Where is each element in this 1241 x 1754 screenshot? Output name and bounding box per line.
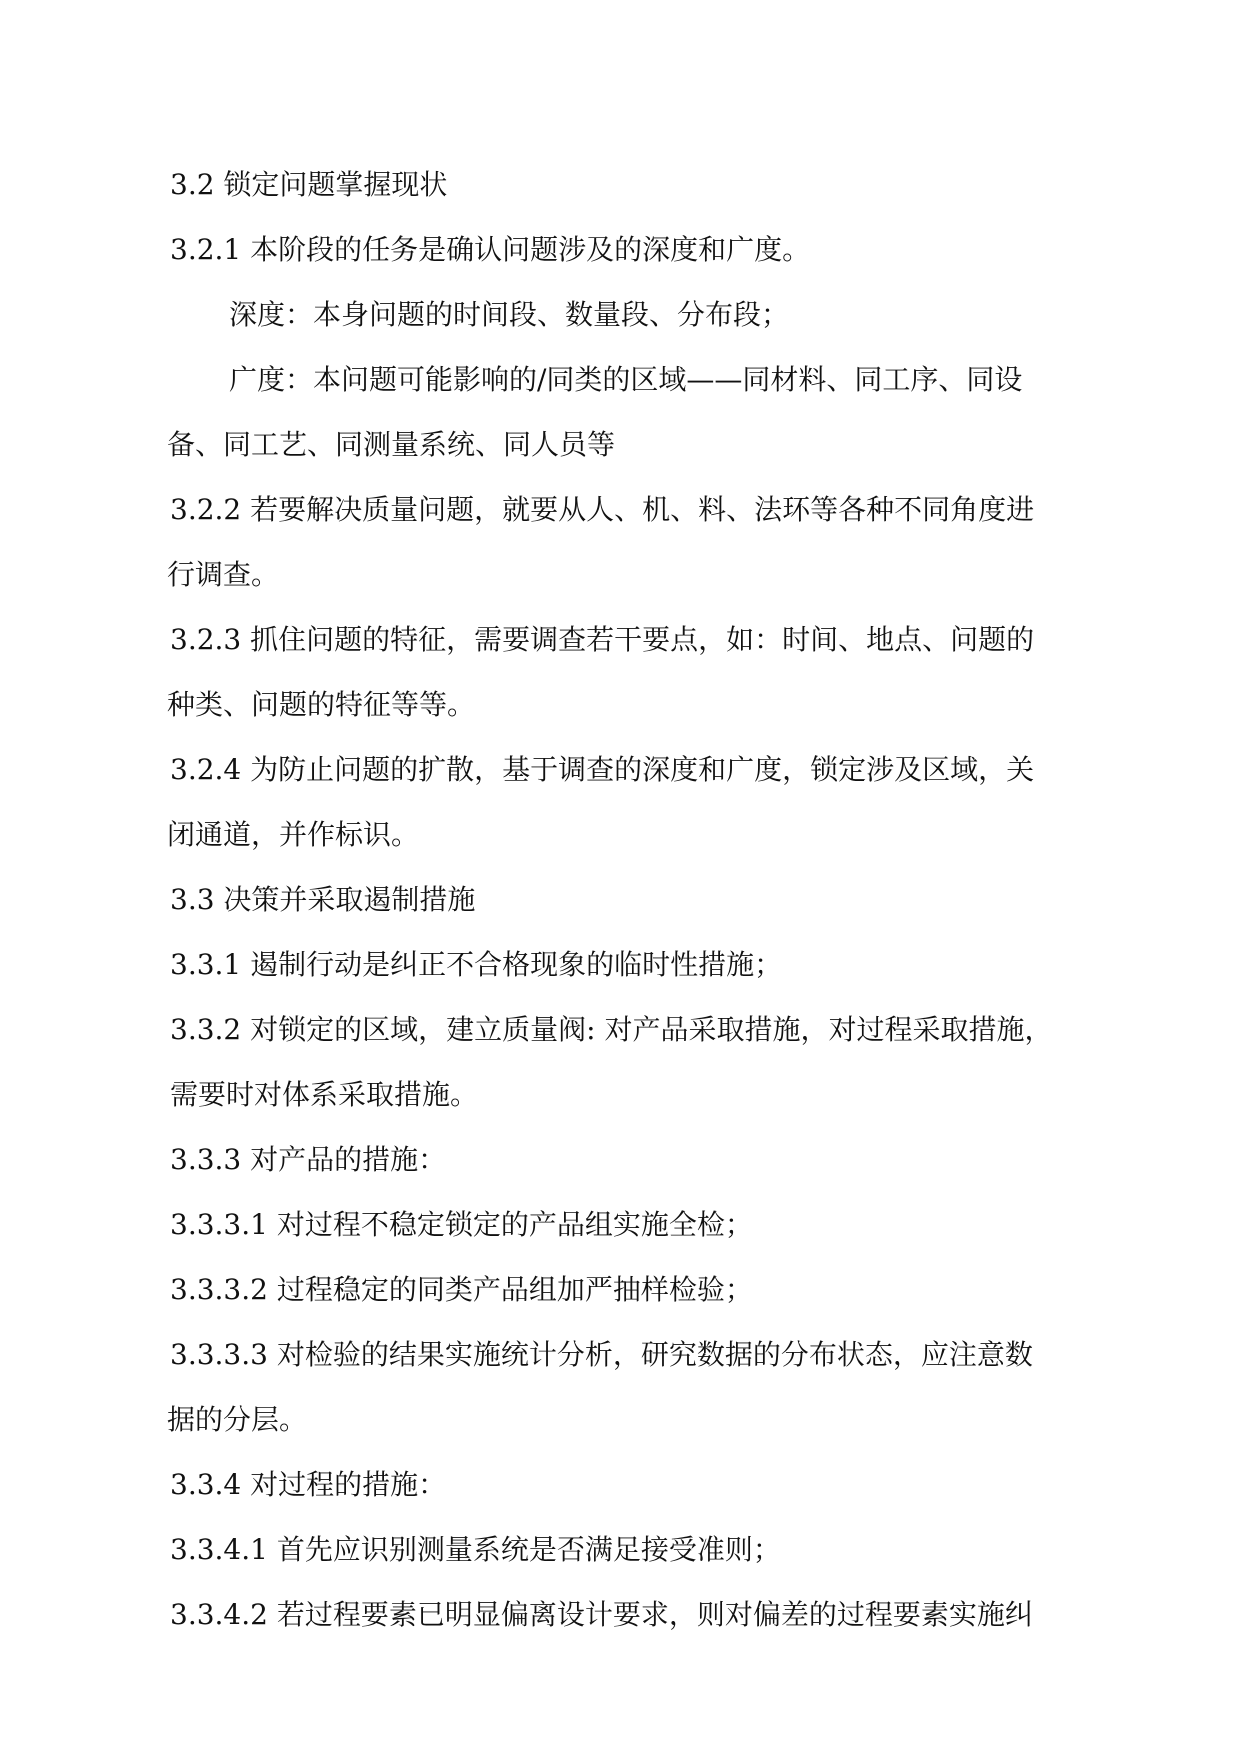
- paragraph-3-2-4: 3.2.4 为防止问题的扩散，基于调查的深度和广度，锁定涉及区域，关: [170, 753, 1035, 786]
- paragraph-3-2-4-cont: 闭通道，并作标识。: [167, 818, 420, 851]
- paragraph-3-3-3-3: 3.3.3.3 对检验的结果实施统计分析，研究数据的分布状态，应注意数: [170, 1338, 1033, 1371]
- paragraph-3-3-3-3-cont: 据的分层。: [167, 1403, 308, 1436]
- paragraph-3-3-2-cont: 需要时对体系采取措施。: [170, 1078, 479, 1111]
- paragraph-3-3-1: 3.3.1 遏制行动是纠正不合格现象的临时性措施；: [170, 948, 783, 981]
- paragraph-3-3-3-2: 3.3.3.2 过程稳定的同类产品组加严抽样检验；: [170, 1273, 753, 1306]
- paragraph-3-3-4: 3.3.4 对过程的措施：: [170, 1468, 447, 1501]
- paragraph-3-2-2-cont: 行调查。: [167, 558, 280, 591]
- paragraph-3-2-2: 3.2.2 若要解决质量问题，就要从人、机、料、法环等各种不同角度进: [170, 493, 1035, 526]
- paragraph-breadth-cont: 备、同工艺、同测量系统、同人员等: [167, 428, 616, 461]
- paragraph-3-2-1: 3.2.1 本阶段的任务是确认问题涉及的深度和广度。: [170, 233, 811, 266]
- paragraph-3-3-3-1: 3.3.3.1 对过程不稳定锁定的产品组实施全检；: [170, 1208, 753, 1241]
- paragraph-3-3-3: 3.3.3 对产品的措施：: [170, 1143, 447, 1176]
- paragraph-depth: 深度：本身问题的时间段、数量段、分布段；: [229, 298, 790, 331]
- paragraph-breadth: 广度：本问题可能影响的/同类的区域——同材料、同工序、同设: [229, 363, 1023, 396]
- section-heading-3-2: 3.2 锁定问题掌握现状: [170, 168, 448, 201]
- paragraph-3-2-3: 3.2.3 抓住问题的特征，需要调查若干要点，如：时间、地点、问题的: [170, 623, 1035, 656]
- section-heading-3-3: 3.3 决策并采取遏制措施: [170, 883, 476, 916]
- paragraph-3-2-3-cont: 种类、问题的特征等等。: [167, 688, 476, 721]
- paragraph-3-3-4-2: 3.3.4.2 若过程要素已明显偏离设计要求，则对偏差的过程要素实施纠: [170, 1598, 1033, 1631]
- paragraph-3-3-2: 3.3.2 对锁定的区域，建立质量阀: 对产品采取措施，对过程采取措施，: [170, 1013, 1053, 1046]
- paragraph-3-3-4-1: 3.3.4.1 首先应识别测量系统是否满足接受准则；: [170, 1533, 781, 1566]
